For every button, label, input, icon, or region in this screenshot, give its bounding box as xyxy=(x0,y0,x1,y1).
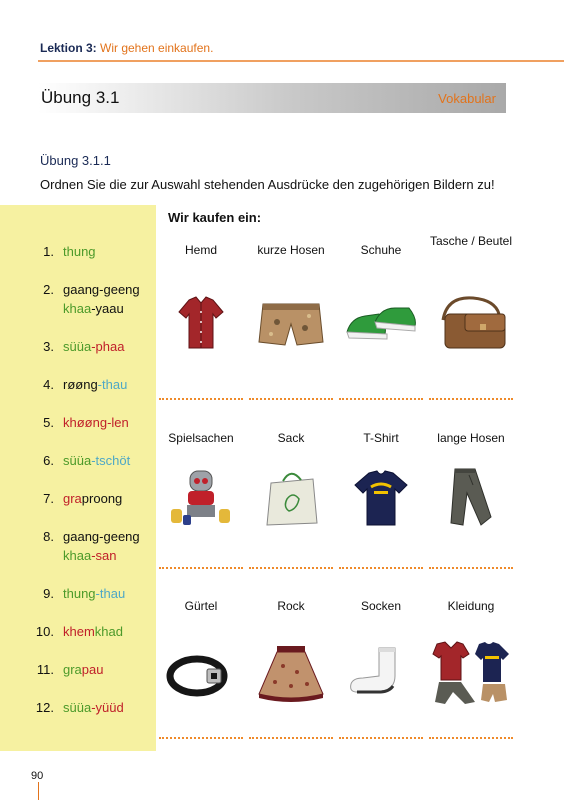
vocab-term xyxy=(63,451,158,470)
shorts-icon xyxy=(249,290,333,356)
answer-line[interactable] xyxy=(249,567,333,569)
vocab-term xyxy=(63,622,158,641)
vocab-segment: -yüüd xyxy=(91,700,124,715)
vocab-segment: gra xyxy=(63,662,82,677)
vocab-segment: -san xyxy=(91,548,117,563)
vocab-number: 9. xyxy=(43,586,54,601)
answer-line[interactable] xyxy=(159,737,243,739)
vocab-segment: khad xyxy=(94,624,123,639)
belt-icon xyxy=(159,640,243,706)
vocabulary-panel xyxy=(0,205,156,751)
vocab-segment: süüa xyxy=(63,700,92,715)
vocab-segment: -tschöt xyxy=(91,453,131,468)
answer-line[interactable] xyxy=(429,398,513,400)
vocab-segment: -phaa xyxy=(91,339,125,354)
answer-line[interactable] xyxy=(159,567,243,569)
answer-line[interactable] xyxy=(339,398,423,400)
vocab-segment: thung xyxy=(63,244,96,259)
vocab-term xyxy=(63,698,158,717)
sneakers-icon xyxy=(339,290,423,356)
clothing-set-icon xyxy=(429,640,513,706)
sock-icon xyxy=(339,640,423,706)
vocab-segment: -yaau xyxy=(91,301,124,316)
header-divider xyxy=(38,60,564,62)
vocab-segment: khaa xyxy=(63,548,92,563)
answer-line[interactable] xyxy=(339,567,423,569)
instruction-text: Ordnen Sie die zur Auswahl stehenden Ausdrücke den zugehörigen Bildern zu! xyxy=(40,177,495,192)
vocab-term xyxy=(63,242,158,261)
vocab-segment: -thau xyxy=(95,586,126,601)
vocab-number: 7. xyxy=(43,491,54,506)
vocab-term xyxy=(63,527,158,565)
picture-label: Rock xyxy=(277,599,305,613)
vocab-number: 12. xyxy=(35,700,54,715)
vocab-segment: pau xyxy=(81,662,104,677)
answer-line[interactable] xyxy=(429,567,513,569)
sack-icon xyxy=(249,465,333,531)
vocab-term xyxy=(63,413,158,432)
vocab-term xyxy=(63,375,158,394)
picture-label: T-Shirt xyxy=(363,431,399,445)
vocab-number: 6. xyxy=(43,453,54,468)
sub-exercise-heading: Übung 3.1.1 xyxy=(40,153,111,168)
vocab-segment: gaang-geeng xyxy=(63,282,140,297)
vocab-term xyxy=(63,280,158,318)
picture-label: lange Hosen xyxy=(437,431,505,445)
vocab-segment: khøøng xyxy=(63,415,108,430)
vocab-segment: -thau xyxy=(97,377,128,392)
picture-label: Sack xyxy=(277,431,305,445)
answer-line[interactable] xyxy=(159,398,243,400)
picture-label: Spielsachen xyxy=(168,431,234,445)
vocab-number: 1. xyxy=(43,244,54,259)
vocab-number: 11. xyxy=(36,662,54,677)
vocab-segment: süüa xyxy=(63,453,92,468)
vocab-number: 2. xyxy=(43,282,54,297)
vocab-term xyxy=(63,337,158,356)
vocab-segment: -len xyxy=(107,415,129,430)
vocab-term xyxy=(63,660,158,679)
vocab-segment: proong xyxy=(81,491,123,506)
answer-line[interactable] xyxy=(429,737,513,739)
shirt-icon xyxy=(159,290,243,356)
vocab-segment: süüa xyxy=(63,339,92,354)
exercise-title: Übung 3.1 xyxy=(41,88,120,107)
answer-line[interactable] xyxy=(339,737,423,739)
exercise-category: Vokabular xyxy=(438,91,496,106)
vocab-segment: røøng xyxy=(63,377,98,392)
vocab-number: 10. xyxy=(35,624,54,639)
trousers-icon xyxy=(429,465,513,531)
vocab-segment: khem xyxy=(63,624,95,639)
lesson-label: Lektion 3: xyxy=(40,41,97,55)
picture-label: Tasche / Beutel xyxy=(429,234,513,248)
vocab-number: 3. xyxy=(43,339,54,354)
picture-label: Gürtel xyxy=(184,599,218,613)
vocab-term xyxy=(63,489,158,508)
bag-icon xyxy=(429,290,513,356)
picture-label: Socken xyxy=(360,599,402,613)
vocab-number: 4. xyxy=(43,377,54,392)
picture-label: Schuhe xyxy=(360,243,402,257)
answer-line[interactable] xyxy=(249,737,333,739)
vocab-segment: khaa xyxy=(63,301,92,316)
picture-label: Hemd xyxy=(184,243,217,257)
picture-label: kurze Hosen xyxy=(257,243,325,257)
vocab-number: 8. xyxy=(43,529,54,544)
page-number: 90 xyxy=(31,770,44,782)
lesson-title: Wir gehen einkaufen. xyxy=(100,41,214,55)
skirt-icon xyxy=(249,640,333,706)
lesson-header xyxy=(40,41,213,55)
vocab-number: 5. xyxy=(43,415,54,430)
page-marker xyxy=(38,782,39,800)
vocab-segment: gra xyxy=(63,491,82,506)
answer-line[interactable] xyxy=(249,398,333,400)
grid-title: Wir kaufen ein: xyxy=(168,210,262,225)
vocab-segment: thung xyxy=(63,586,96,601)
tshirt-icon xyxy=(339,465,423,531)
toy-robot-icon xyxy=(159,465,243,531)
vocab-segment: gaang-geeng xyxy=(63,529,140,544)
exercise-title-bar xyxy=(38,83,506,113)
picture-label: Kleidung xyxy=(447,599,495,613)
vocab-term xyxy=(63,584,158,603)
